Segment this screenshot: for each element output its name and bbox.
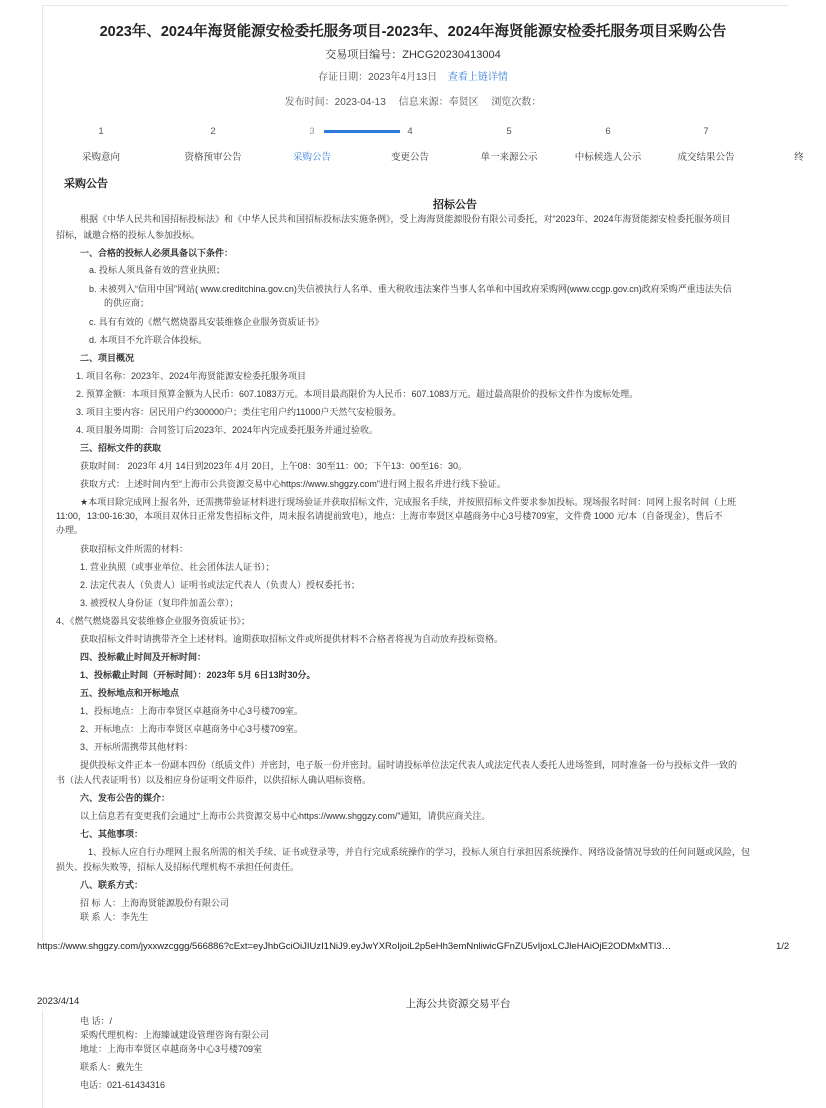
step-change-notice[interactable]: 4 变更公告 <box>390 126 429 163</box>
print-footer-url: https://www.shggzy.com/jyxxwzcggg/566886?cExt=eyJhbGciOiJIUzI1NiJ9.eyJwYXRoIjoiL2p5eHh3emNnliwicGFnZU5vIjoxLCJleHAiOjE2ODMxMTI3… <box>37 941 672 952</box>
body-line: 损失、投标失败等，招标人及招标代理机构不承担任何责任。 <box>56 862 300 872</box>
body-line: 提供投标文件正本一份副本四份（纸质文件）并密封，电子版一份并密封。届时请投标单位法定代表人或法定代表人委托人进场签到，同时准备一份与投标文件一致的 <box>80 760 738 770</box>
info-source: 信息来源：奉贤区 <box>398 97 479 108</box>
page-title: 2023年、2024年海贤能源安检委托服务项目-2023年、2024年海贤能源安检委托服务项目采购公告 <box>99 24 727 40</box>
print-header-date: 2023/4/14 <box>37 996 80 1007</box>
body-line: 1. 项目名称：2023年、2024年海贤能源安检委托服务项目 <box>76 371 307 381</box>
body-heading: 一、合格的投标人必须具备以下条件： <box>80 248 234 258</box>
body-line: 根据《中华人民共和国招标投标法》和《中华人民共和国招标投标法实施条例》，受上海海贤能源股份有限公司委托，对“2023年、2024年海贤能源安检委托服务项目 <box>80 214 731 224</box>
step-result[interactable]: 7 成交结果公告 <box>677 126 735 163</box>
page-number: 1/2 <box>776 941 790 952</box>
body-line: b. 未被列入“信用中国”网站( www.creditchina.gov.cn)失信被执行人名单、重大税收违法案件当事人名单和中国政府采购网(www.ccgp.gov.cn)政府采购严重违法失信 <box>89 284 732 294</box>
meta-row <box>0 93 826 108</box>
body-line: 2、开标地点：上海市奉贤区卓越商务中心3号楼709室。 <box>80 724 304 734</box>
step-purchase-intent[interactable]: 1 采购意向 <box>81 126 120 163</box>
step-prequalification[interactable]: 2 资格预审公告 <box>184 126 242 163</box>
body-line: 11:00，13:00-16:30，本项目双休日正常发售招标文件，周末报名请提前致电），地点：上海市奉贤区卓越商务中心3号楼709室，文件费 1000 元/本（自备现金），售后不 <box>56 511 723 521</box>
process-steps <box>60 126 804 166</box>
body-line: 获取方式：上述时间内至“上海市公共资源交易中心https://www.shggzy.com”进行网上报名并进行线下验证。 <box>80 479 506 489</box>
publish-time: 发布时间：2023-04-13 <box>284 97 386 108</box>
project-code: 交易项目编号：ZHCG20230413004 <box>325 49 501 61</box>
body-line: 书（法人代表证明书）以及相应身份证明文件原件，以供招标人确认唱标资格。 <box>56 775 372 785</box>
contact-line: 联系人：戴先生 <box>80 1062 144 1072</box>
body-heading: 六、发布公告的媒介： <box>80 793 171 803</box>
view-count: 浏览次数： <box>491 97 542 108</box>
body-line: 1. 营业执照（或事业单位、社会团体法人证书）； <box>80 562 275 572</box>
deadline-line: 1、投标截止时间（开标时间）：2023年 5月 6日13时30分。 <box>80 670 316 680</box>
body-line: 招标，诚邀合格的投标人参加投标。 <box>56 230 201 240</box>
print-header-site: 上海公共资源交易平台 <box>405 998 511 1010</box>
body-heading: 五、投标地点和开标地点 <box>80 688 180 698</box>
body-line: 以上信息若有变更我们会通过“上海市公共资源交易中心https://www.shggzy.com/”通知，请供应商关注。 <box>80 811 491 821</box>
body-line: 2. 预算金额：本项目预算金额为人民币：607.1083万元。本项目最高限价为人民币：607.1083万元。超过最高限价的投标文件作为废标处理。 <box>76 389 639 399</box>
step-candidate[interactable]: 6 中标候选人公示 <box>574 126 642 163</box>
address-line: 地址：上海市奉贤区卓越商务中心3号楼709室 <box>80 1044 263 1054</box>
body-line: 2. 法定代表人（负责人）证明书或法定代表人（负责人）授权委托书； <box>80 580 361 590</box>
body-line: 1、投标地点：上海市奉贤区卓越商务中心3号楼709室。 <box>80 706 304 716</box>
page-frame-2 <box>42 1010 789 1108</box>
document-title: 招标公告 <box>433 199 477 211</box>
body-heading: 二、项目概况 <box>80 353 135 363</box>
body-heading: 八、联系方式： <box>80 880 144 890</box>
tenderer-line: 招 标 人：上海海贤能源股份有限公司 <box>80 898 230 908</box>
body-line: a. 投标人须具备有效的营业执照； <box>89 265 226 275</box>
contact-line: 联 系 人：李先生 <box>80 912 149 922</box>
agency-line: 采购代理机构：上海臻诚建设管理咨询有限公司 <box>80 1030 270 1040</box>
body-line: 办理。 <box>56 525 84 535</box>
body-heading: 七、其他事项： <box>80 829 144 839</box>
body-line: 4、《燃气燃烧器具安装维修企业服务资质证书》； <box>56 616 251 626</box>
body-line: 的供应商； <box>104 298 150 308</box>
body-line: d. 本项目不允许联合体投标。 <box>89 335 208 345</box>
body-line: ★本项目除完成网上报名外，还需携带验证材料进行现场验证并获取招标文件，完成报名手续，并按照招标文件要求参加投标。现场报名时间：同网上报名时间（上班 <box>80 497 737 507</box>
step-single-source[interactable]: 5 单一来源公示 <box>480 126 538 163</box>
body-line: 3. 项目主要内容：居民用户约300000户；类住宅用户约11000户天然气安检服务。 <box>76 407 402 417</box>
view-chain-link[interactable]: 查看上链详情 <box>447 72 508 83</box>
step-procurement-notice[interactable]: 3 采购公告 <box>292 126 331 163</box>
body-line: 3、开标所需携带其他材料： <box>80 742 194 752</box>
body-line: 1、投标人应自行办理网上报名所需的相关手续、证书或登录等，并自行完成系统操作的学习，投标人须自行承担因系统操作、网络设备情况导致的任何问题或风险，包 <box>88 847 751 857</box>
section-title: 采购公告 <box>64 178 108 190</box>
evidence-row <box>0 68 826 83</box>
phone-line: 电话：021-61434316 <box>80 1080 166 1090</box>
evidence-date: 存证日期：2023年4月13日 <box>318 72 438 83</box>
body-heading: 四、投标截止时间及开标时间： <box>80 652 207 662</box>
body-line: 3. 被授权人身份证（复印件加盖公章）； <box>80 598 239 608</box>
body-line: 获取招标文件所需的材料： <box>80 544 189 554</box>
body-line: 获取时间： 2023年 4月 14日到2023年 4月 20日，上午08：30至11：00；下午13：00至16：30。 <box>80 461 467 471</box>
body-line: 获取招标文件时请携带齐全上述材料。逾期获取招标文件或所提供材料不合格者将视为自动放弃投标资格。 <box>80 634 504 644</box>
body-line: 电 话：/ <box>80 1016 113 1026</box>
step-termination[interactable]: 终 <box>794 152 804 163</box>
body-line: 4. 项目服务周期：合同签订后2023年、2024年内完成委托服务并通过验收。 <box>76 425 379 435</box>
body-line: c. 具有有效的《燃气燃烧器具安装维修企业服务资质证书》 <box>89 317 324 327</box>
body-heading: 三、招标文件的获取 <box>80 443 162 453</box>
